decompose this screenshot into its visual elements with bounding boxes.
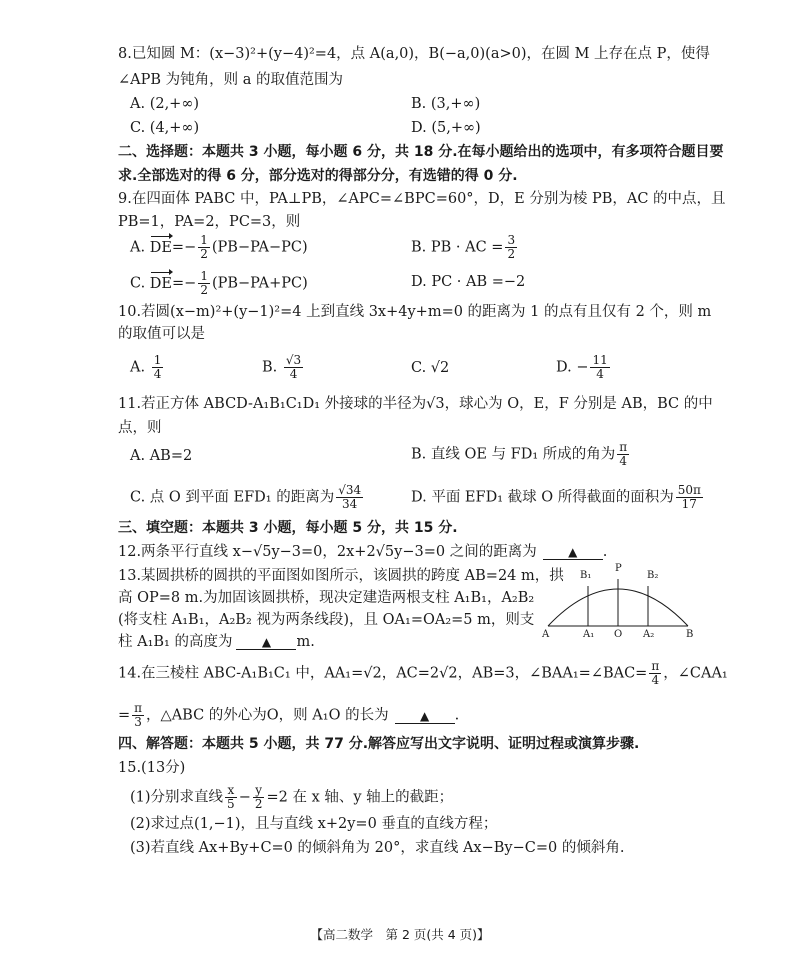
q10-option-b: B. $\frac{√3}{4}$ — [262, 353, 302, 381]
q8-line1: 8.已知圆 M：(x−3)²+(y−4)²=4，点 A(a,0)，B(−a,0)(a>0)，在圆 M 上存在点 P，使得 — [118, 46, 710, 62]
label-o: O — [614, 629, 623, 638]
q13-line2: 高 OP=8 m.为加固该圆拱桥，现决定建造两根支柱 A₁B₁，A₂B₂ — [118, 590, 535, 606]
q11-option-b: B. 直线 OE 与 FD₁ 所成的角为 $\frac{\pi}{4}$ — [411, 440, 628, 468]
label-b1: B₁ — [580, 570, 592, 581]
label-b: B — [686, 629, 694, 638]
q9-option-a: A. DE=− $\frac{1}{2}$ (PB−PA−PC) — [130, 233, 308, 261]
fraction: $\frac{3}{2}$ — [507, 233, 516, 261]
fraction: $\frac{\pi}{3}$ — [134, 701, 143, 729]
q11-line2: 点，则 — [118, 420, 162, 436]
q8-option-b: B. (3,+∞) — [411, 96, 481, 112]
q11-option-d: D. 平面 EFD₁ 截球 O 所得截面的面积为 $\frac{50\pi}{17}$ — [411, 483, 701, 511]
fraction: $\frac{y}{2}$ — [254, 783, 263, 811]
answer-blank[interactable]: ▲ — [395, 709, 455, 724]
vector-de: DE — [149, 275, 173, 292]
q15-header: 15.(13分) — [118, 760, 186, 776]
q15-part2: (2)求过点(1,−1)，且与直线 x+2y=0 垂直的直线方程； — [130, 816, 498, 832]
fraction: $\frac{x}{5}$ — [227, 783, 235, 811]
section2-heading-line1: 二、选择题：本题共 3 小题，每小题 6 分，共 18 分.在每小题给出的选项中，有多项符合题目要 — [118, 144, 724, 160]
q13-line4: 柱 A₁B₁ 的高度为 ▲ m. — [118, 634, 315, 650]
section4-heading: 四、解答题：本题共 5 小题，共 77 分.解答应写出文字说明、证明过程或演算步骤. — [118, 736, 640, 752]
q8-option-a: A. (2,+∞) — [130, 96, 200, 112]
q11-line1: 11.若正方体 ABCD-A₁B₁C₁D₁ 外接球的半径为√3，球心为 O，E，F 分别是 AB，BC 的中 — [118, 396, 713, 412]
q10-option-a: A. $\frac{1}{4}$ — [130, 353, 162, 381]
fraction: $\frac{\pi}{4}$ — [619, 440, 628, 468]
q9-line2: PB=1，PA=2，PC=3，则 — [118, 214, 301, 230]
label-a2: A₂ — [643, 629, 655, 638]
label-b2: B₂ — [647, 570, 659, 581]
q15-part1: (1)分别求直线 $\frac{x}{5}$ − $\frac{y}{2}$ =2 在 x 轴、y 轴上的截距； — [130, 783, 454, 811]
fraction: $\frac{\pi}{4}$ — [651, 659, 660, 687]
fraction: $\frac{11}{4}$ — [592, 353, 608, 381]
fraction: $\frac{1}{2}$ — [200, 269, 208, 297]
q9-option-b: B. PB · AC = $\frac{3}{2}$ — [411, 233, 516, 261]
q13-line3: (将支柱 A₁B₁，A₂B₂ 视为两条线段)，且 OA₁=OA₂=5 m，则支 — [118, 612, 535, 628]
q13-line1: 13.某圆拱桥的圆拱的平面图如图所示，该圆拱的跨度 AB=24 m，拱 — [118, 568, 564, 584]
arch-bridge-diagram — [540, 562, 700, 638]
answer-blank[interactable]: ▲ — [236, 635, 296, 650]
label-a: A — [542, 629, 550, 638]
q14-line2: = $\frac{\pi}{3}$ ，△ABC 的外心为O，则 A₁O 的长为 ▲ . — [118, 701, 460, 729]
q8-option-d: D. (5,+∞) — [411, 120, 481, 136]
q15-part3: (3)若直线 Ax+By+C=0 的倾斜角为 20°，求直线 Ax−By−C=0 的倾斜角. — [130, 840, 625, 856]
q10-line1: 10.若圆(x−m)²+(y−1)²=4 上到直线 3x+4y+m=0 的距离为 1 的点有且仅有 2 个，则 m — [118, 304, 712, 320]
q9-option-c: C. DE=− $\frac{1}{2}$ (PB−PA+PC) — [130, 269, 308, 297]
q9-line1: 9.在四面体 PABC 中，PA⊥PB，∠APC=∠BPC=60°，D，E 分别为棱 PB，AC 的中点，且 — [118, 191, 726, 207]
page-footer: 【高二数学 第 2 页(共 4 页)】 — [310, 927, 490, 942]
fraction: $\frac{√3}{4}$ — [285, 353, 302, 381]
answer-blank[interactable]: ▲ — [543, 545, 603, 560]
vector-de: DE — [149, 239, 172, 256]
q8-line2: ∠APB 为钝角，则 a 的取值范围为 — [118, 72, 344, 88]
q9-option-d: D. PC · AB =−2 — [411, 274, 526, 290]
q11-option-c: C. 点 O 到平面 EFD₁ 的距离为 $\frac{√34}{34}$ — [130, 483, 362, 511]
fraction: $\frac{√34}{34}$ — [338, 483, 362, 511]
label-a1: A₁ — [583, 629, 595, 638]
q10-option-d: D. − $\frac{11}{4}$ — [556, 353, 608, 381]
label-p: P — [615, 563, 622, 574]
q8-option-c: C. (4,+∞) — [130, 120, 200, 136]
fraction: $\frac{1}{2}$ — [200, 233, 208, 261]
section3-heading: 三、填空题：本题共 3 小题，每小题 5 分，共 15 分. — [118, 520, 458, 536]
fraction: $\frac{50\pi}{17}$ — [677, 483, 701, 511]
q10-option-c: C. √2 — [411, 360, 450, 376]
q14-line1: 14.在三棱柱 ABC-A₁B₁C₁ 中，AA₁=√2，AC=2√2，AB=3，∠BAA₁=∠BAC= $\frac{\pi}{4}$ ，∠CAA₁ — [118, 659, 728, 687]
fraction: $\frac{1}{4}$ — [153, 353, 162, 381]
q11-option-a: A. AB=2 — [130, 448, 193, 464]
q10-line2: 的取值可以是 — [118, 326, 205, 342]
section2-heading-line2: 求.全部选对的得 6 分，部分选对的得部分分，有选错的得 0 分. — [118, 168, 518, 184]
q12-text: 12.两条平行直线 x−√5y−3=0，2x+2√5y−3=0 之间的距离为 ▲ . — [118, 544, 608, 560]
